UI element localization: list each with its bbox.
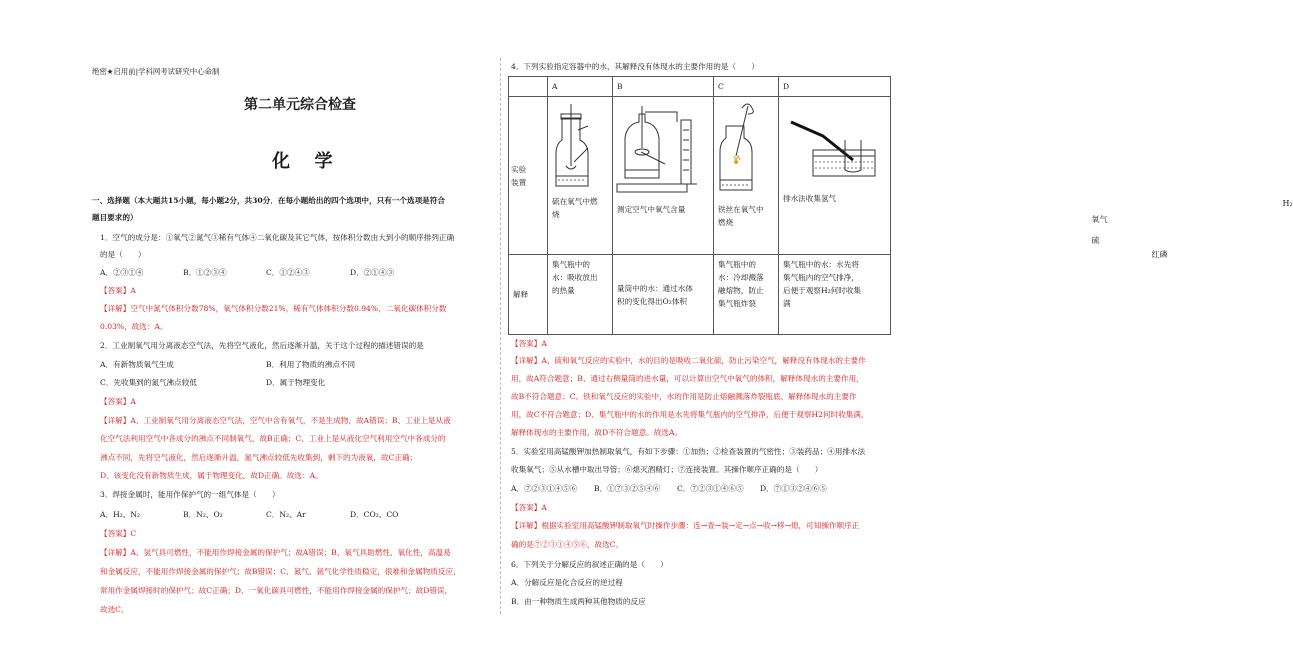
column-divider: [500, 58, 501, 614]
q3-stem: 3．焊接金属时，能用作保护气的一组气体是（ ）: [100, 490, 280, 499]
q5-option-d: D．⑦①③②④⑥⑤: [760, 484, 827, 493]
q3-detail-2: 和金属反应，不能用作焊接金属的保护气；故B错误；C、氮气、氩气化学性质稳定，很难和金属物质反应，: [100, 567, 461, 576]
q5-option-c: C．⑦②③①④⑥⑤: [677, 484, 744, 493]
q4-detail-4: 用，故C不符合题意；D、集气瓶中的水的作用是水先将集气瓶内的空气排净，后便于观察H2何时收集满，: [511, 410, 869, 419]
q1-stem: 1．空气的成分是：①氧气②氮气③稀有气体④二氧化碳及其它气体，按体积分数由大到小的顺序排列正确: [100, 233, 455, 242]
label-h2: H₂: [1282, 198, 1293, 208]
q4-row-label-apparatus: 实验 装置: [509, 97, 548, 255]
q4-table: [508, 76, 1293, 335]
section-heading-cont: 题目要求的）: [92, 213, 138, 222]
q1-stem-cont: 的是（ ）: [100, 250, 146, 259]
phosphorus-figure: [617, 100, 709, 203]
label-oxygen: 氧气: [1091, 214, 1108, 224]
q4-row-label-explain: 解释: [509, 255, 548, 335]
q5-option-b: B．①⑦③②⑤④⑥: [594, 484, 661, 493]
q1-option-b: B．①②③④: [183, 268, 227, 277]
section-heading: 一、选择题（本大题共15小题，每小题2分，共30分．在每小题给出的四个选项中，只有一个选项是符合: [92, 196, 445, 205]
q4-detail-1: 【详解】A、硫和氧气反应的实验中，水的目的是吸收二氧化硫，防止污染空气，解释没有体现水的主要作: [511, 356, 866, 365]
q2-answer: 【答案】A: [100, 397, 136, 406]
sulfur-burning-figure: [552, 100, 608, 195]
q4-explain-d: 集气瓶中的水：水先将 集气瓶内的空气排净， 后便于观察H₂何时收集 满: [779, 255, 891, 335]
q5-detail-2: 确的是⑦②③①④⑤⑥，故选C。: [511, 540, 624, 549]
q4-col-d: D: [779, 77, 891, 97]
q3-option-a: A．H₂、N₂: [100, 510, 141, 519]
q2-option-c: C．先收集到的氮气沸点较低: [100, 378, 197, 387]
q2-detail-4: D、该变化没有新物质生成，属于物理变化，故D正确。故选：A。: [100, 471, 323, 480]
q2-detail-2: 化空气法利用空气中各成分的沸点不同制氧气，故B正确；C、工业上是从液化空气利用空气中各成分的: [100, 434, 446, 443]
subject-title: 化 学: [272, 151, 337, 172]
q4-explain-b: 量筒中的水：通过水体 积的变化得出O₂体积: [613, 255, 714, 335]
q4-col-c: C: [714, 77, 779, 97]
q4-explain-c: 集气瓶中的 水：冷却溅落 融熔物，防止 集气瓶炸裂: [714, 255, 779, 335]
q1-option-c: C．①②④③: [266, 268, 310, 277]
q2-detail-3: 沸点不同，先将空气液化，然后逐渐升温，氮气沸点较低先收集到，剩下的为液氧，故C正确；: [100, 453, 418, 462]
q4-caption-d: 排水法收集氢气: [783, 194, 837, 203]
q1-detail-cont: 0.03%，故选：A。: [100, 322, 168, 331]
q3-option-d: D．CO₂、CO: [350, 510, 399, 519]
q5-stem-cont: 收集氧气；⑤从水槽中取出导管；⑥熄灭酒精灯；⑦连接装置。其操作顺序正确的是（ ）: [511, 465, 823, 474]
q3-detail-1: 【详解】A、氢气具可燃性，不能用作焊接金属的保护气；故A错误；B、氧气具助燃性、氧化性，高温易: [100, 548, 451, 557]
q4-cell-c: [714, 97, 779, 255]
q3-option-b: B．N₂、O₂: [183, 510, 223, 519]
q4-detail-5: 解释体现水的主要作用，故D不符合题意。故选A。: [511, 428, 683, 437]
label-sulfur: 硫: [1091, 235, 1100, 245]
q5-stem: 5．实验室用高锰酸钾加热制取氧气，有如下步骤：①加热；②检查装置的气密性；③装药品；④用排水法: [511, 447, 866, 456]
q4-stem: 4．下列实验指定容器中的水，其解释没有体现水的主要作用的是（ ）: [511, 62, 759, 71]
q2-option-b: B．利用了物质的沸点不同: [266, 360, 356, 369]
secret-header: 绝密★启用前|学科网考试研究中心命制: [92, 67, 220, 76]
q1-detail: 【详解】空气中氮气体积分数78%，氧气体积分数21%，稀有气体体积分数0.94%，二氧化碳体积分数: [100, 304, 447, 313]
hydrogen-collection-figure: [783, 100, 883, 192]
q1-option-a: A．②③①④: [100, 268, 144, 277]
q2-stem: 2．工业制氧气用分离液态空气法，先将空气液化，然后逐渐升温，关于这个过程的描述错误的是: [100, 341, 424, 350]
page-title: 第二单元综合检查: [244, 97, 356, 113]
q5-detail-1: 【详解】根据实验室用高锰酸钾制取氧气时操作步骤：连→查→装→定→点→收→移→熄，可知操作顺序正: [511, 521, 860, 530]
q2-option-d: D．属于物理变化: [266, 378, 326, 387]
q4-explain-a: 集气瓶中的 水：吸收放出 的热量: [548, 255, 613, 335]
iron-wire-figure: [718, 100, 774, 203]
q1-answer: 【答案】A: [100, 286, 136, 295]
q4-detail-3: 故B不符合题意；C、铁和氧气反应的实验中，水的作用是防止熔融溅落炸裂瓶底，解释体现水的主要作: [511, 392, 857, 401]
q4-caption-a: 硫在氧气中燃 烧: [552, 197, 598, 219]
q6-option-a: A．分解反应是化合反应的逆过程: [511, 578, 623, 587]
q4-answer: 【答案】A: [511, 339, 547, 348]
q4-col-a: A: [548, 77, 613, 97]
q2-option-a: A．有新物质氧气生成: [100, 360, 174, 369]
q4-caption-c: 铁丝在氧气中 燃烧: [718, 205, 764, 227]
q4-caption-b: 测定空气中氧气含量: [617, 205, 686, 214]
q3-detail-3: 常用作金属焊接时的保护气；故C正确；D、一氧化碳具可燃性，不能用作焊接金属的保护气；故D错误，: [100, 586, 453, 595]
q1-option-d: D．②①④③: [350, 268, 395, 277]
q4-col-b: B: [613, 77, 714, 97]
q3-option-c: C．N₂、Ar: [266, 510, 306, 519]
q2-detail-1: 【详解】A、工业制氧气用分离液态空气法，空气中含有氧气，不是生成物，故A错误；B、工业上是从液: [100, 416, 451, 425]
q6-stem: 6．下列关于分解反应的叙述正确的是（ ）: [511, 560, 668, 569]
q6-option-b: B．由一种物质生成两种其他物质的反应: [511, 597, 646, 606]
q5-option-a: A．⑦②③①④⑤⑥: [511, 484, 578, 493]
q3-answer: 【答案】C: [100, 529, 137, 538]
q4-detail-2: 用，故A符合题意；B、通过右侧量筒的进水量，可以计算出空气中氧气的体积，解释体现水的主要作用，: [511, 374, 864, 383]
q5-answer: 【答案】A: [511, 503, 547, 512]
label-phosphorus: 红磷: [1151, 249, 1168, 259]
q3-detail-4: 故选C。: [100, 605, 129, 614]
